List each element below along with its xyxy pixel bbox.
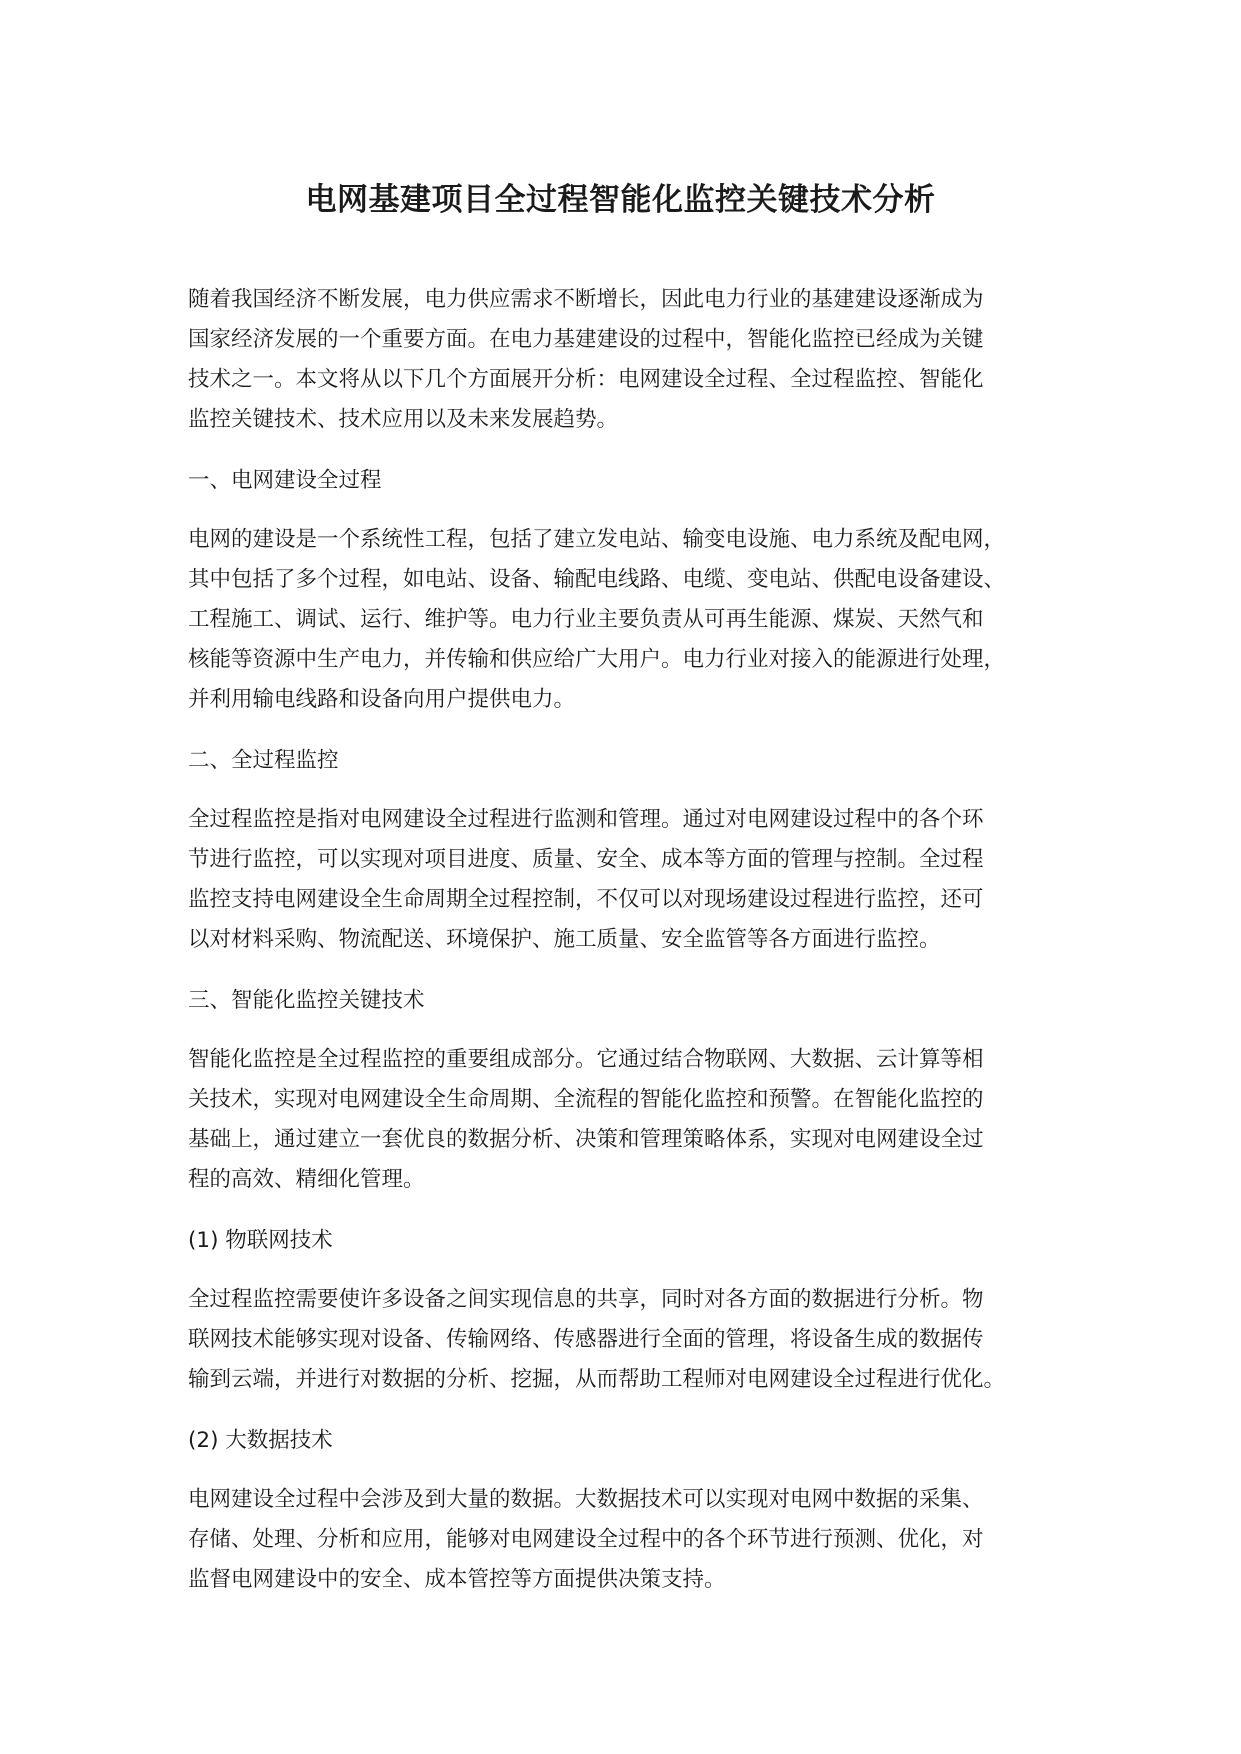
- paragraph-line: 智能化监控是全过程监控的重要组成部分。它通过结合物联网、大数据、云计算等相: [188, 1047, 984, 1072]
- paragraph-line: 以对材料采购、物流配送、环境保护、施工质量、安全监管等各方面进行监控。: [188, 927, 941, 952]
- paragraph-line: 电网的建设是一个系统性工程，包括了建立发电站、输变电设施、电力系统及配电网，: [188, 527, 1006, 552]
- paragraph-line: 并利用输电线路和设备向用户提供电力。: [188, 687, 576, 712]
- paragraph-line: 输到云端，并进行对数据的分析、挖掘，从而帮助工程师对电网建设全过程进行优化。: [188, 1367, 1006, 1392]
- document-title: 电网基建项目全过程智能化监控关键技术分析: [305, 182, 936, 218]
- paragraph-iot: [188, 1280, 1088, 1400]
- paragraph-line: 技术之一。本文将从以下几个方面展开分析：电网建设全过程、全过程监控、智能化: [188, 367, 984, 392]
- paragraph-line: 电网建设全过程中会涉及到大量的数据。大数据技术可以实现对电网中数据的采集、: [188, 1487, 984, 1512]
- paragraph-line: 节进行监控，可以实现对项目进度、质量、安全、成本等方面的管理与控制。全过程: [188, 847, 984, 872]
- section-heading-2: 二、全过程监控: [188, 748, 339, 773]
- paragraph-line: 程的高效、精细化管理。: [188, 1167, 425, 1192]
- document-body: [188, 280, 1088, 1621]
- paragraph-line: 工程施工、调试、运行、维护等。电力行业主要负责从可再生能源、煤炭、天然气和: [188, 607, 984, 632]
- paragraph-line: 基础上，通过建立一套优良的数据分析、决策和管理策略体系，实现对电网建设全过: [188, 1127, 984, 1152]
- paragraph-line: 国家经济发展的一个重要方面。在电力基建建设的过程中，智能化监控已经成为关键: [188, 327, 984, 352]
- section-heading-3: 三、智能化监控关键技术: [188, 988, 425, 1013]
- paragraph-line: 关技术，实现对电网建设全生命周期、全流程的智能化监控和预警。在智能化监控的: [188, 1087, 984, 1112]
- paragraph-line: 监控关键技术、技术应用以及未来发展趋势。: [188, 407, 619, 432]
- paragraph-line: 联网技术能够实现对设备、传输网络、传感器进行全面的管理，将设备生成的数据传: [188, 1327, 984, 1352]
- paragraph-line: 监督电网建设中的安全、成本管控等方面提供决策支持。: [188, 1567, 726, 1592]
- paragraph-big-data: [188, 1480, 1088, 1600]
- paragraph-line: 核能等资源中生产电力，并传输和供应给广大用户。电力行业对接入的能源进行处理，: [188, 647, 1006, 672]
- paragraph-intelligent-monitoring: [188, 1040, 1088, 1200]
- paragraph-grid-construction: [188, 520, 1088, 720]
- section-heading-1: 一、电网建设全过程: [188, 468, 382, 493]
- paragraph-line: 监控支持电网建设全生命周期全过程控制，不仅可以对现场建设过程进行监控，还可: [188, 887, 984, 912]
- paragraph-line: 随着我国经济不断发展，电力供应需求不断增长，因此电力行业的基建建设逐渐成为: [188, 287, 984, 312]
- paragraph-line: 全过程监控需要使许多设备之间实现信息的共享，同时对各方面的数据进行分析。物: [188, 1287, 984, 1312]
- subsection-heading-big-data: (2) 大数据技术: [188, 1428, 333, 1453]
- paragraph-line: 全过程监控是指对电网建设全过程进行监测和管理。通过对电网建设过程中的各个环: [188, 807, 984, 832]
- paragraph-intro: [188, 280, 1088, 440]
- paragraph-line: 存储、处理、分析和应用，能够对电网建设全过程中的各个环节进行预测、优化，对: [188, 1527, 984, 1552]
- paragraph-line: 其中包括了多个过程，如电站、设备、输配电线路、电缆、变电站、供配电设备建设、: [188, 567, 1006, 592]
- subsection-heading-iot: (1) 物联网技术: [188, 1228, 333, 1253]
- paragraph-full-process-monitoring: [188, 800, 1088, 960]
